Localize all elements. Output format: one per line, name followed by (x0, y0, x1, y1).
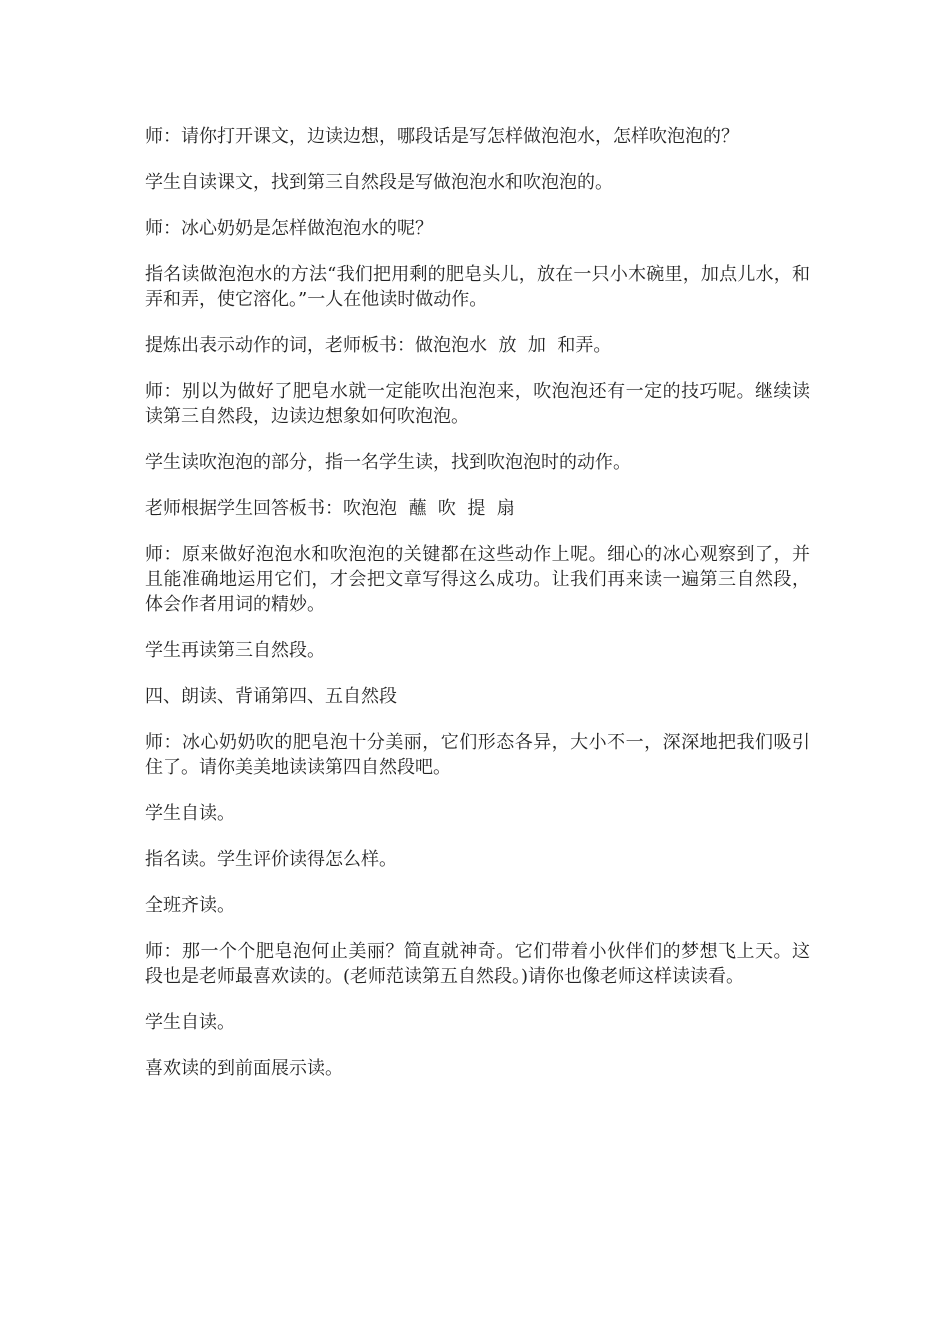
paragraph-13: 学生自读。 (145, 803, 235, 824)
paragraph-3: 师：冰心奶奶是怎样做泡泡水的呢？ (145, 218, 433, 239)
paragraph-6: 师：别以为做好了肥皂水就一定能吹出泡泡来，吹泡泡还有一定的技巧呢。继续读读第三自然段，边读边想象如何吹泡泡。 (145, 381, 810, 427)
paragraph-14: 指名读。学生评价读得怎么样。 (145, 849, 397, 870)
section-heading: 四、朗读、背诵第四、五自然段 (145, 686, 397, 707)
paragraph-1: 师：请你打开课文，边读边想，哪段话是写怎样做泡泡水，怎样吹泡泡的？ (145, 126, 739, 147)
paragraph-9: 师：原来做好泡泡水和吹泡泡的关键都在这些动作上呢。细心的冰心观察到了，并且能准确地运用它们，才会把文章写得这么成功。让我们再来读一遍第三自然段，体会作者用词的精妙。 (145, 544, 810, 615)
paragraph-18: 喜欢读的到前面展示读。 (145, 1058, 343, 1079)
paragraph-10: 学生再读第三自然段。 (145, 640, 325, 661)
paragraph-16: 师：那一个个肥皂泡何止美丽？简直就神奇。它们带着小伙伴们的梦想飞上天。这段也是老师最喜欢读的。(老师范读第五自然段。)请你也像老师这样读读看。 (145, 941, 810, 987)
paragraph-5: 提炼出表示动作的词，老师板书：做泡泡水 放 加 和弄。 (145, 335, 612, 356)
paragraph-8: 老师根据学生回答板书：吹泡泡 蘸 吹 提 扇 (145, 498, 515, 519)
paragraph-4: 指名读做泡泡水的方法“我们把用剩的肥皂头儿，放在一只小木碗里，加点儿水，和弄和弄，使它溶化。”一人在他读时做动作。 (145, 264, 810, 310)
paragraph-12: 师：冰心奶奶吹的肥皂泡十分美丽，它们形态各异，大小不一，深深地把我们吸引住了。请你美美地读读第四自然段吧。 (145, 732, 810, 778)
paragraph-15: 全班齐读。 (145, 895, 235, 916)
document-page (145, 124, 810, 1102)
paragraph-2: 学生自读课文，找到第三自然段是写做泡泡水和吹泡泡的。 (145, 172, 613, 193)
paragraph-17: 学生自读。 (145, 1012, 235, 1033)
paragraph-7: 学生读吹泡泡的部分，指一名学生读，找到吹泡泡时的动作。 (145, 452, 631, 473)
